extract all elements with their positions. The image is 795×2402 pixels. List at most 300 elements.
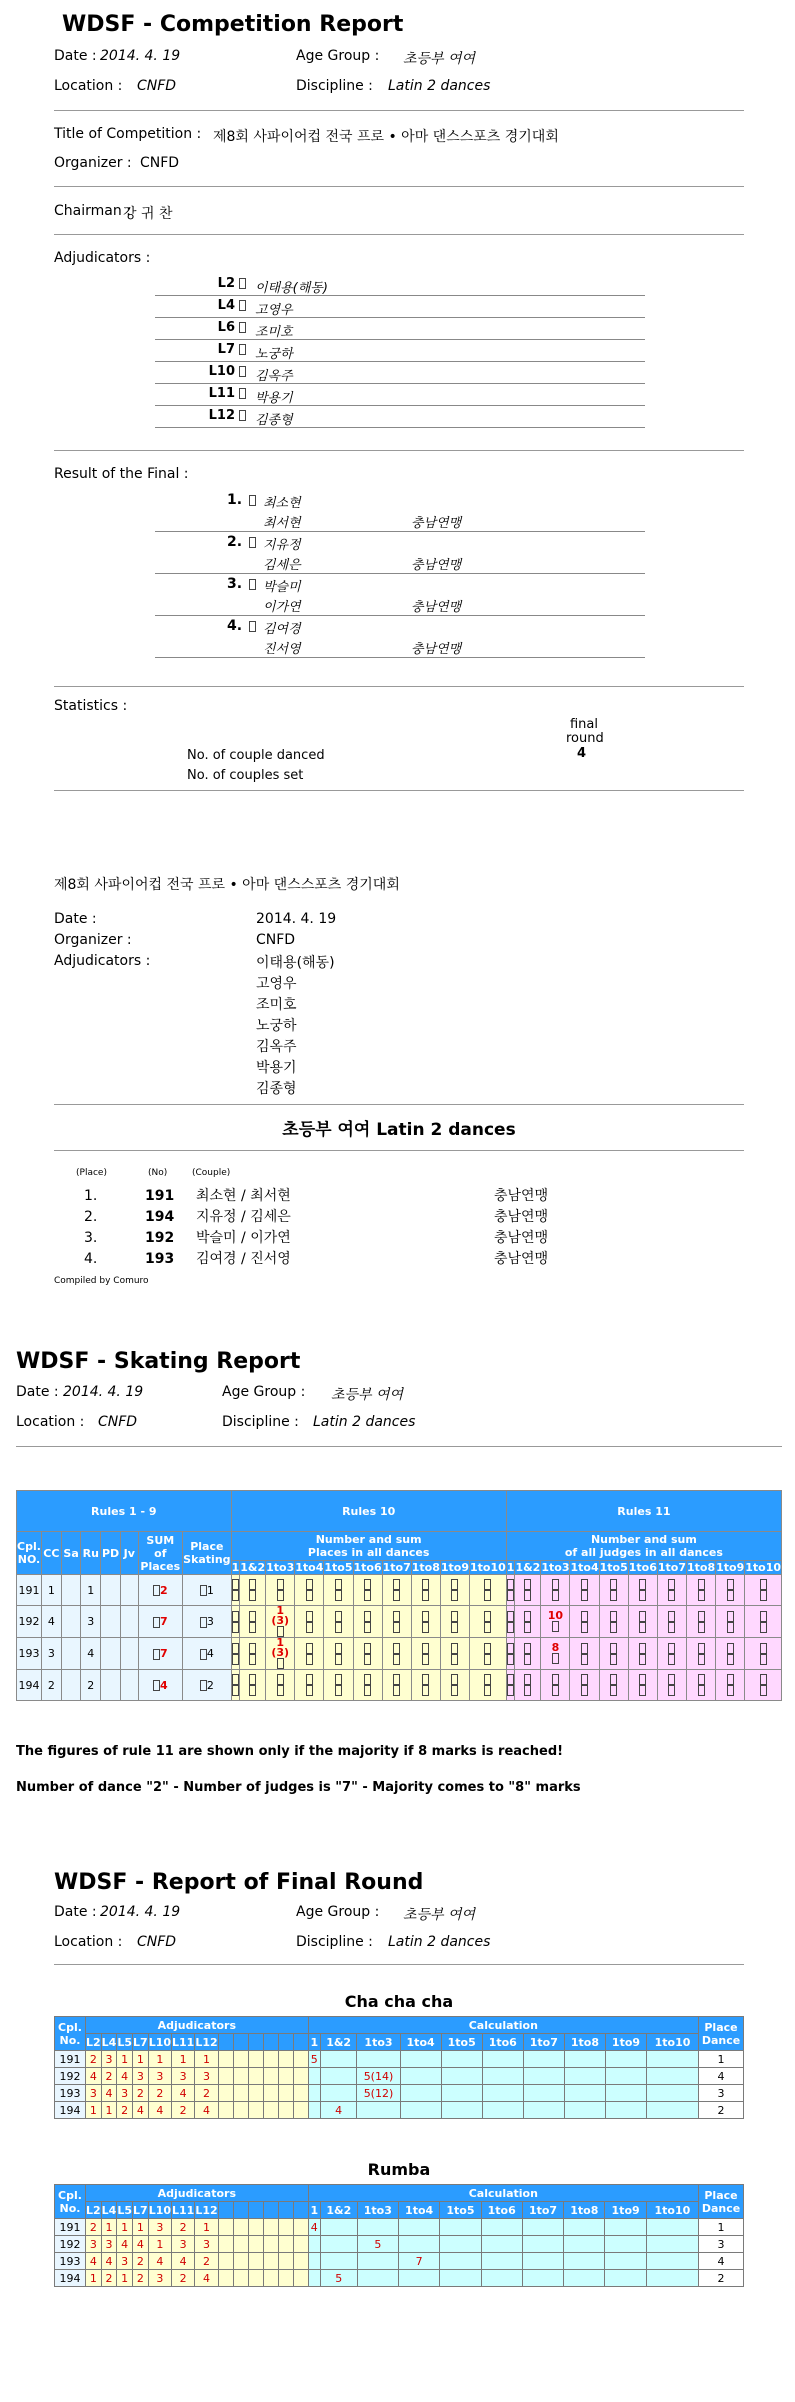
judge-mark	[233, 2219, 248, 2236]
r11-cell	[657, 1575, 686, 1606]
calc-cell	[320, 2219, 357, 2236]
calc-cell	[646, 2270, 698, 2287]
calc-col-header: 1to6	[482, 2034, 523, 2051]
sk-age-label: Age Group :	[222, 1384, 306, 1400]
organizer-label: Organizer :	[54, 155, 132, 171]
cell-pd	[101, 1670, 121, 1701]
summary-organizer-value: CNFD	[256, 932, 296, 948]
r11-col-header: 1&2	[515, 1561, 541, 1574]
cell-cc: 4	[41, 1606, 61, 1638]
summary-adjudicator: 이태용(해동)	[256, 955, 335, 971]
couples-danced-label: No. of couple danced	[187, 748, 325, 763]
judge-col-header	[263, 2034, 278, 2051]
r10-cell	[231, 1606, 240, 1638]
calc-col-header: 1to3	[357, 2034, 400, 2051]
cell-pd	[101, 1638, 121, 1670]
judge-col-header	[248, 2034, 263, 2051]
dance-table	[54, 2016, 744, 2119]
r10-cell: 1 (3)	[266, 1638, 295, 1670]
r11-cell: 10	[541, 1606, 570, 1638]
calc-cell	[441, 2085, 482, 2102]
judge-mark	[218, 2085, 233, 2102]
age-label: Age Group :	[296, 48, 380, 64]
judge-mark	[278, 2068, 293, 2085]
judge-mark: 4	[172, 2253, 195, 2270]
calculation-header: Calculation	[308, 2017, 698, 2034]
judge-mark: 2	[172, 2219, 195, 2236]
cell-place: 4	[699, 2253, 744, 2270]
judge-mark: 1	[86, 2270, 102, 2287]
summary-adjudicator: 고영우	[256, 976, 297, 992]
col-cc: CC	[41, 1532, 61, 1575]
r10-cell	[324, 1670, 353, 1701]
cell-cpl: 193	[55, 2253, 86, 2270]
calc-cell	[398, 2219, 439, 2236]
judge-col-header	[218, 2202, 233, 2219]
report-title: WDSF - Competition Report	[62, 12, 404, 37]
judge-col-header: L10	[148, 2035, 172, 2049]
r11-cell	[745, 1575, 782, 1606]
cell-place: 2	[699, 2102, 744, 2119]
judge-col-header	[278, 2202, 293, 2219]
col-cpl: Cpl. NO.	[17, 1532, 42, 1575]
judge-mark	[248, 2270, 263, 2287]
judge-mark	[263, 2219, 278, 2236]
cell-place: 1	[183, 1575, 231, 1606]
judge-mark	[263, 2102, 278, 2119]
r10-col-header: 1to3	[266, 1561, 295, 1574]
r11-cell	[506, 1606, 515, 1638]
r10-cell	[440, 1575, 469, 1606]
divider	[54, 234, 744, 235]
calc-cell	[646, 2236, 698, 2253]
calc-cell	[564, 2085, 605, 2102]
r10-cell	[411, 1638, 440, 1670]
judge-col-header	[218, 2034, 233, 2051]
calc-col-header: 1to5	[440, 2202, 481, 2219]
result-row: 2. 지유정 김세은 충남연맹	[155, 532, 645, 574]
judge-mark: 1	[86, 2102, 102, 2119]
r11-cell: 8	[541, 1638, 570, 1670]
divider	[54, 1104, 744, 1105]
r11-cell	[716, 1670, 745, 1701]
r11-cell	[716, 1606, 745, 1638]
r10-col-header: 1to4	[295, 1561, 324, 1574]
place-dance-header: Place Dance	[699, 2017, 744, 2051]
location-label: Location :	[54, 78, 123, 94]
judge-mark: 2	[195, 2085, 218, 2102]
sk-date-label: Date :	[16, 1384, 59, 1400]
calc-col-header: 1to8	[564, 2034, 605, 2051]
skating-note-1: The figures of rule 11 are shown only if the majority if 8 marks is reached!	[16, 1744, 564, 1759]
stats-col-header: final round	[566, 717, 604, 746]
calc-cell	[564, 2236, 605, 2253]
summary-adjudicator: 김옥주	[256, 1039, 297, 1055]
r10-sub: Number and sum Places in all dances	[231, 1532, 506, 1561]
result-row: 3. 박슬미 이가연 충남연맹	[155, 574, 645, 616]
col-place: Place Skating	[183, 1532, 231, 1575]
calc-cell	[440, 2253, 481, 2270]
r11-cell	[745, 1670, 782, 1701]
r10-cell	[470, 1606, 507, 1638]
cell-place: 2	[699, 2270, 744, 2287]
calc-col-header: 1to4	[400, 2034, 441, 2051]
judge-mark: 2	[172, 2102, 195, 2119]
cell-ru: 3	[81, 1606, 101, 1638]
r11-cell	[599, 1575, 628, 1606]
r11-cell	[716, 1638, 745, 1670]
cell-place: 4	[699, 2068, 744, 2085]
calc-cell	[441, 2102, 482, 2119]
judge-mark: 1	[133, 2051, 149, 2068]
dance-row	[55, 2270, 744, 2287]
judge-mark: 4	[117, 2236, 133, 2253]
judge-mark	[248, 2253, 263, 2270]
judge-mark: 3	[86, 2085, 102, 2102]
judge-col-header	[278, 2034, 293, 2051]
r11-cell	[628, 1606, 657, 1638]
judge-mark: 2	[133, 2085, 149, 2102]
judge-mark	[233, 2085, 248, 2102]
judge-col-header	[293, 2202, 308, 2219]
r10-col-header: 1	[231, 1561, 240, 1574]
date-label: Date :	[54, 48, 97, 64]
judge-mark: 1	[195, 2051, 218, 2068]
r11-cell	[541, 1575, 570, 1606]
summary-adjudicator: 노궁하	[256, 1018, 297, 1034]
judge-mark: 1	[133, 2219, 149, 2236]
calc-cell	[308, 2270, 320, 2287]
location-value: CNFD	[137, 78, 177, 94]
cell-sum: 4	[138, 1670, 183, 1701]
competition-title-value: 제8회 사파이어컵 전국 프로 • 아마 댄스스포츠 경기대회	[213, 129, 559, 145]
cell-jv	[121, 1638, 139, 1670]
result-list	[155, 490, 645, 658]
judge-mark	[218, 2270, 233, 2287]
judge-mark: 2	[133, 2253, 149, 2270]
judge-mark	[278, 2085, 293, 2102]
calc-col-header: 1	[308, 2202, 320, 2219]
sk-location-label: Location :	[16, 1414, 85, 1430]
judge-col-header: L5	[117, 2035, 133, 2049]
divider	[54, 790, 744, 791]
cell-cpl: 192	[55, 2236, 86, 2253]
r10-cell	[440, 1670, 469, 1701]
judge-mark: 4	[86, 2068, 102, 2085]
calc-cell: 5	[308, 2051, 320, 2068]
adjudicators-label: Adjudicators :	[54, 250, 151, 266]
judge-mark: 1	[148, 2236, 171, 2253]
judge-mark	[248, 2085, 263, 2102]
adjudicator-row: L2 이태용(해동)	[155, 274, 645, 296]
calc-col-header: 1to6	[481, 2202, 522, 2219]
r10-cell	[411, 1606, 440, 1638]
calc-cell	[647, 2051, 699, 2068]
r11-cell	[657, 1670, 686, 1701]
r11-cell	[599, 1606, 628, 1638]
calc-cell	[647, 2085, 699, 2102]
cell-sum: 7	[138, 1606, 183, 1638]
dance-row	[55, 2236, 744, 2253]
calc-col-header: 1to7	[523, 2034, 564, 2051]
cell-sum: 7	[138, 1638, 183, 1670]
r10-col-header: 1&2	[240, 1561, 266, 1574]
calc-cell: 5(14)	[357, 2068, 400, 2085]
judge-mark: 1	[195, 2219, 218, 2236]
judge-mark: 4	[101, 2253, 117, 2270]
judge-mark	[263, 2068, 278, 2085]
result-row: 1. 최소현 최서현 충남연맹	[155, 490, 645, 532]
competition-title-label: Title of Competition :	[54, 126, 202, 142]
calc-cell	[522, 2270, 563, 2287]
judge-mark: 3	[101, 2051, 117, 2068]
calc-cell	[522, 2253, 563, 2270]
cell-place: 2	[183, 1670, 231, 1701]
cell-cpl: 193	[55, 2085, 86, 2102]
sk-discipline-value: Latin 2 dances	[313, 1414, 416, 1430]
r10-cell	[470, 1670, 507, 1701]
r11-col-header: 1to4	[570, 1561, 599, 1574]
skating-table	[16, 1490, 782, 1701]
r10-cell	[411, 1670, 440, 1701]
cell-sa	[61, 1670, 81, 1701]
judge-mark	[248, 2236, 263, 2253]
statistics-label: Statistics :	[54, 698, 128, 714]
r11-cell	[628, 1575, 657, 1606]
calc-cell	[482, 2085, 523, 2102]
calc-cell	[400, 2068, 441, 2085]
cell-pd	[101, 1606, 121, 1638]
judge-col-header	[233, 2034, 248, 2051]
judge-col-header: L4	[101, 2203, 117, 2217]
cell-place: 3	[699, 2236, 744, 2253]
judge-col-header: L10	[148, 2203, 172, 2217]
judge-mark	[263, 2270, 278, 2287]
r10-cell	[353, 1606, 382, 1638]
r11-col-header: 1to6	[628, 1561, 657, 1574]
calc-cell	[522, 2219, 563, 2236]
judge-mark	[248, 2219, 263, 2236]
calc-cell	[523, 2051, 564, 2068]
judge-mark	[278, 2051, 293, 2068]
calc-cell	[564, 2102, 605, 2119]
calc-cell	[564, 2219, 605, 2236]
calc-cell	[320, 2253, 357, 2270]
dance-row	[55, 2253, 744, 2270]
col-no: (No)	[148, 1168, 168, 1178]
judge-mark	[278, 2253, 293, 2270]
r10-cell	[382, 1606, 411, 1638]
summary-adjudicator: 박용기	[256, 1060, 297, 1076]
judge-mark: 3	[148, 2270, 171, 2287]
fr-date-label: Date :	[54, 1904, 97, 1920]
calc-cell	[647, 2068, 699, 2085]
calc-cell	[523, 2068, 564, 2085]
summary-date-label: Date :	[54, 911, 97, 927]
judge-mark	[248, 2102, 263, 2119]
calc-cell	[357, 2051, 400, 2068]
judge-mark	[278, 2102, 293, 2119]
dance-title: Rumba	[367, 2160, 431, 2179]
calc-cell	[440, 2219, 481, 2236]
date-value: 2014. 4. 19	[100, 48, 181, 64]
cell-jv	[121, 1575, 139, 1606]
judge-mark: 3	[148, 2219, 171, 2236]
sk-location-value: CNFD	[98, 1414, 138, 1430]
sk-discipline-label: Discipline :	[222, 1414, 299, 1430]
summary-rows	[0, 1186, 795, 1270]
judge-col-header: L4	[101, 2035, 117, 2049]
judge-mark: 2	[148, 2085, 171, 2102]
divider	[16, 1446, 782, 1447]
r10-col-header: 1to6	[353, 1561, 382, 1574]
judge-mark: 3	[172, 2068, 195, 2085]
calc-cell	[357, 2270, 398, 2287]
judge-mark	[218, 2253, 233, 2270]
calc-cell	[441, 2051, 482, 2068]
judge-col-header: L12	[195, 2035, 218, 2049]
adjudicator-row: L10 김옥주	[155, 362, 645, 384]
calc-col-header: 1to10	[646, 2202, 698, 2219]
calc-cell	[523, 2085, 564, 2102]
col-cpl: Cpl. No.	[55, 2017, 86, 2051]
fr-location-label: Location :	[54, 1934, 123, 1950]
col-sa: Sa	[61, 1532, 81, 1575]
judge-mark: 1	[148, 2051, 171, 2068]
r10-cell	[470, 1575, 507, 1606]
r11-col-header: 1to7	[657, 1561, 686, 1574]
judge-mark: 1	[117, 2219, 133, 2236]
divider	[54, 450, 744, 451]
cell-ru: 1	[81, 1575, 101, 1606]
judge-mark	[233, 2051, 248, 2068]
judge-mark: 2	[195, 2253, 218, 2270]
col-pd: PD	[101, 1532, 121, 1575]
judge-mark: 4	[195, 2102, 218, 2119]
calc-cell	[398, 2270, 439, 2287]
calc-cell	[605, 2102, 646, 2119]
calc-cell	[605, 2219, 646, 2236]
discipline-value: Latin 2 dances	[388, 78, 491, 94]
r11-cell	[570, 1606, 599, 1638]
r10-cell	[231, 1638, 240, 1670]
cell-cc: 2	[41, 1670, 61, 1701]
cell-ru: 2	[81, 1670, 101, 1701]
r11-cell	[570, 1638, 599, 1670]
judge-mark: 4	[86, 2253, 102, 2270]
calc-col-header: 1to10	[647, 2034, 699, 2051]
skating-title: WDSF - Skating Report	[16, 1349, 301, 1374]
r10-col-header: 1to8	[411, 1561, 440, 1574]
summary-competition: 제8회 사파이어컵 전국 프로 • 아마 댄스스포츠 경기대회	[54, 877, 400, 893]
fr-age-label: Age Group :	[296, 1904, 380, 1920]
r11-col-header: 1to8	[686, 1561, 716, 1574]
skating-row	[17, 1638, 782, 1670]
r10-col-header: 1to5	[324, 1561, 353, 1574]
judge-mark	[293, 2102, 308, 2119]
cell-cpl: 191	[55, 2051, 86, 2068]
calc-cell: 4	[320, 2102, 357, 2119]
cell-cpl: 191	[17, 1575, 42, 1606]
r10-cell	[240, 1606, 266, 1638]
r11-cell	[657, 1606, 686, 1638]
r10-cell	[240, 1670, 266, 1701]
judge-mark: 1	[117, 2051, 133, 2068]
cell-pd	[101, 1575, 121, 1606]
judge-mark: 2	[117, 2102, 133, 2119]
summary-row: 1. 191 최소현 / 최서현 충남연맹	[84, 1188, 549, 1204]
judge-mark: 1	[101, 2219, 117, 2236]
judge-mark: 2	[133, 2270, 149, 2287]
skating-row	[17, 1670, 782, 1701]
rules-10-header: Rules 10	[231, 1491, 506, 1532]
calc-cell	[605, 2051, 646, 2068]
dance-row	[55, 2085, 744, 2102]
judge-mark	[218, 2102, 233, 2119]
dance-title: Cha cha cha	[344, 1992, 454, 2011]
r11-cell	[745, 1606, 782, 1638]
calc-cell	[308, 2253, 320, 2270]
dance-row	[55, 2068, 744, 2085]
calc-cell	[400, 2051, 441, 2068]
r11-cell	[686, 1575, 715, 1606]
judge-col-header: L2	[86, 2035, 101, 2049]
judge-mark: 2	[101, 2068, 117, 2085]
cell-sa	[61, 1575, 81, 1606]
adjudicator-row: L7 노궁하	[155, 340, 645, 362]
r11-cell	[745, 1638, 782, 1670]
divider	[54, 110, 744, 111]
summary-date-value: 2014. 4. 19	[256, 911, 337, 927]
judge-mark: 2	[101, 2270, 117, 2287]
calc-cell	[564, 2068, 605, 2085]
judge-mark: 3	[148, 2068, 171, 2085]
judge-col-header: L12	[195, 2203, 218, 2217]
judge-mark: 3	[195, 2236, 218, 2253]
judge-mark	[293, 2085, 308, 2102]
cell-ru: 4	[81, 1638, 101, 1670]
skating-row	[17, 1575, 782, 1606]
r10-cell	[440, 1606, 469, 1638]
final-title: WDSF - Report of Final Round	[54, 1870, 424, 1895]
calc-cell	[357, 2253, 398, 2270]
judge-mark	[233, 2102, 248, 2119]
judge-mark	[293, 2270, 308, 2287]
calc-cell	[522, 2236, 563, 2253]
judge-mark: 4	[148, 2253, 171, 2270]
r11-cell	[570, 1575, 599, 1606]
judge-col-header	[293, 2034, 308, 2051]
adjudicators-header: Adjudicators	[86, 2185, 309, 2202]
r11-cell	[686, 1606, 715, 1638]
calc-cell	[320, 2068, 357, 2085]
discipline-label: Discipline :	[296, 78, 373, 94]
judge-mark: 3	[172, 2236, 195, 2253]
judge-mark	[248, 2051, 263, 2068]
calc-cell: 5(12)	[357, 2085, 400, 2102]
judge-mark	[293, 2051, 308, 2068]
calc-col-header: 1to7	[522, 2202, 563, 2219]
r10-cell	[240, 1575, 266, 1606]
cell-sa	[61, 1638, 81, 1670]
r11-cell	[515, 1575, 541, 1606]
judge-mark	[218, 2051, 233, 2068]
calc-cell	[647, 2102, 699, 2119]
cell-cpl: 193	[17, 1638, 42, 1670]
adjudicator-row: L4 고영우	[155, 296, 645, 318]
cell-place: 4	[183, 1638, 231, 1670]
calc-col-header: 1&2	[320, 2202, 357, 2219]
